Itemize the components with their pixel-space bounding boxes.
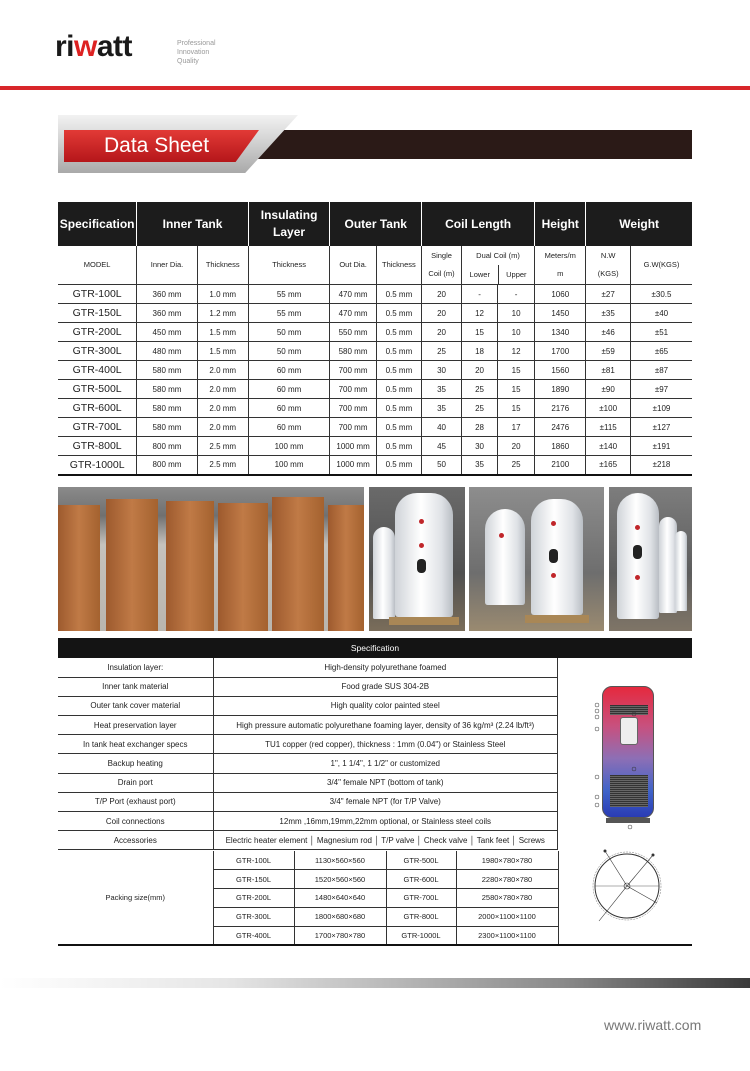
- cell-single: 45: [422, 437, 462, 456]
- cell-height: 1560: [535, 361, 586, 380]
- cell-inner-thk: 2.5 mm: [197, 456, 248, 475]
- spec-row: [58, 773, 558, 792]
- spec-row: [58, 677, 558, 696]
- spec-label: T/P Port (exhaust port): [58, 792, 213, 811]
- cell-inner-thk: 1.0 mm: [197, 285, 248, 304]
- packing-model: GTR-700L: [386, 889, 456, 908]
- cell-inner-thk: 2.0 mm: [197, 380, 248, 399]
- cell-out-dia: 470 mm: [330, 285, 376, 304]
- table-row: [58, 323, 692, 342]
- cell-gw: ±30.5: [630, 285, 692, 304]
- cell-lower: 15: [461, 323, 497, 342]
- cell-height: 1700: [535, 342, 586, 361]
- spec-label: Outer tank cover material: [58, 696, 213, 715]
- cell-upper: 10: [498, 304, 535, 323]
- spec-row: [58, 812, 558, 831]
- cell-gw: ±191: [630, 437, 692, 456]
- cell-nw: ±100: [586, 399, 631, 418]
- cell-outer-thk: 0.5 mm: [376, 399, 421, 418]
- spec-value: 3/4" female NPT (for T/P Valve): [213, 792, 558, 811]
- cell-insul-thk: 100 mm: [248, 456, 330, 475]
- spec-value: TU1 copper (red copper), thickness : 1mm (0.04") or Stainless Steel: [213, 735, 558, 754]
- cell-insul-thk: 50 mm: [248, 323, 330, 342]
- cell-gw: ±127: [630, 418, 692, 437]
- spec-value: 1", 1 1/4", 1 1/2" or customized: [213, 754, 558, 773]
- spec-row: [58, 735, 558, 754]
- cell-out-dia: 700 mm: [330, 361, 376, 380]
- cell-inner-dia: 360 mm: [137, 285, 197, 304]
- table-row: [58, 304, 692, 323]
- cell-nw: ±46: [586, 323, 631, 342]
- cell-upper: 20: [498, 437, 535, 456]
- spec-row: [58, 658, 558, 677]
- tank-top-view-diagram: [577, 843, 681, 939]
- cell-insul-thk: 60 mm: [248, 399, 330, 418]
- cell-model: GTR-100L: [58, 285, 137, 304]
- cell-single: 20: [422, 285, 462, 304]
- cell-outer-thk: 0.5 mm: [376, 456, 421, 475]
- cell-gw: ±65: [630, 342, 692, 361]
- packing-label: Packing size(mm): [58, 851, 213, 945]
- cell-nw: ±27: [586, 285, 631, 304]
- table-row: [58, 342, 692, 361]
- tagline-line: Quality: [177, 58, 199, 65]
- cell-single: 25: [422, 342, 462, 361]
- header-specification: Specification: [58, 202, 137, 246]
- table-row: [58, 380, 692, 399]
- subheader-insulating-thickness: Thickness: [248, 246, 330, 285]
- spec-label: Heat preservation layer: [58, 716, 213, 735]
- subheader-inner-thickness: Thickness: [197, 246, 248, 285]
- packing-size: 1130×560×560: [294, 851, 386, 870]
- packing-size: 1700×780×780: [294, 926, 386, 945]
- cell-single: 40: [422, 418, 462, 437]
- cell-inner-thk: 2.0 mm: [197, 399, 248, 418]
- subheader-gw: G.W(KGS): [630, 246, 692, 285]
- tagline-line: Innovation: [177, 49, 210, 56]
- cell-inner-dia: 800 mm: [137, 456, 197, 475]
- spec-label: Accessories: [58, 831, 213, 850]
- packing-size: 2580×780×780: [456, 889, 558, 908]
- cell-upper: 17: [498, 418, 535, 437]
- cell-upper: 15: [498, 380, 535, 399]
- tank-photo-3: [609, 487, 692, 631]
- spec-value: Food grade SUS 304-2B: [213, 677, 558, 696]
- cell-model: GTR-700L: [58, 418, 137, 437]
- cell-height: 1860: [535, 437, 586, 456]
- cell-gw: ±109: [630, 399, 692, 418]
- cell-height: 1060: [535, 285, 586, 304]
- spec-label: Insulation layer:: [58, 658, 213, 677]
- cell-inner-dia: 580 mm: [137, 380, 197, 399]
- spec-label: In tank heat exchanger specs: [58, 735, 213, 754]
- subheader-upper: Upper: [498, 265, 535, 284]
- cell-insul-thk: 60 mm: [248, 418, 330, 437]
- cell-gw: ±218: [630, 456, 692, 475]
- packing-size: 2000×1100×1100: [456, 907, 558, 926]
- website-link[interactable]: www.riwatt.com: [604, 1017, 702, 1033]
- packing-model: GTR-100L: [213, 851, 294, 870]
- cell-lower: 20: [461, 361, 497, 380]
- cell-height: 1450: [535, 304, 586, 323]
- brand-tagline: [177, 39, 216, 66]
- spec-row: [58, 716, 558, 735]
- table-row: [58, 285, 692, 304]
- subheader-nw: N.W (KGS): [586, 246, 631, 285]
- cell-single: 35: [422, 399, 462, 418]
- cell-nw: ±115: [586, 418, 631, 437]
- cell-inner-dia: 450 mm: [137, 323, 197, 342]
- cell-lower: -: [461, 285, 497, 304]
- cell-model: GTR-200L: [58, 323, 137, 342]
- header-coil-length: Coil Length: [422, 202, 535, 246]
- cell-nw: ±140: [586, 437, 631, 456]
- specification-title: Specification: [58, 638, 692, 658]
- cell-inner-thk: 1.5 mm: [197, 323, 248, 342]
- cell-inner-thk: 2.5 mm: [197, 437, 248, 456]
- cell-insul-thk: 50 mm: [248, 342, 330, 361]
- packing-model: GTR-1000L: [386, 926, 456, 945]
- cell-nw: ±35: [586, 304, 631, 323]
- cell-model: GTR-800L: [58, 437, 137, 456]
- cell-model: GTR-150L: [58, 304, 137, 323]
- cell-gw: ±40: [630, 304, 692, 323]
- spec-row: [58, 792, 558, 811]
- cell-lower: 25: [461, 380, 497, 399]
- cell-insul-thk: 60 mm: [248, 380, 330, 399]
- packing-size: 1480×640×640: [294, 889, 386, 908]
- packing-size: 2280×780×780: [456, 870, 558, 889]
- cell-out-dia: 550 mm: [330, 323, 376, 342]
- cell-lower: 25: [461, 399, 497, 418]
- cell-outer-thk: 0.5 mm: [376, 361, 421, 380]
- cell-insul-thk: 100 mm: [248, 437, 330, 456]
- cell-out-dia: 700 mm: [330, 380, 376, 399]
- cell-nw: ±165: [586, 456, 631, 475]
- spec-value: 12mm ,16mm,19mm,22mm optional, or Stainless steel coils: [213, 812, 558, 831]
- cell-lower: 18: [461, 342, 497, 361]
- cell-outer-thk: 0.5 mm: [376, 437, 421, 456]
- cell-inner-thk: 1.2 mm: [197, 304, 248, 323]
- cell-upper: 15: [498, 399, 535, 418]
- cell-out-dia: 470 mm: [330, 304, 376, 323]
- spec-label: Drain port: [58, 773, 213, 792]
- cell-inner-dia: 360 mm: [137, 304, 197, 323]
- tank-photo-1: [369, 487, 465, 631]
- cell-outer-thk: 0.5 mm: [376, 323, 421, 342]
- cell-model: GTR-600L: [58, 399, 137, 418]
- spec-row: [58, 831, 558, 850]
- cell-height: 1340: [535, 323, 586, 342]
- packing-size: 1520×560×560: [294, 870, 386, 889]
- cell-insul-thk: 60 mm: [248, 361, 330, 380]
- cell-inner-dia: 580 mm: [137, 399, 197, 418]
- cell-outer-thk: 0.5 mm: [376, 342, 421, 361]
- subheader-meters: Meters/m m: [535, 246, 586, 285]
- packing-model: GTR-150L: [213, 870, 294, 889]
- header-outer-tank: Outer Tank: [330, 202, 422, 246]
- cell-inner-dia: 480 mm: [137, 342, 197, 361]
- packing-model: GTR-400L: [213, 926, 294, 945]
- cell-gw: ±51: [630, 323, 692, 342]
- cell-nw: ±90: [586, 380, 631, 399]
- packing-size: 1980×780×780: [456, 851, 558, 870]
- spec-value: Electric heater element │ Magnesium rod │ T/P valve │ Check valve │ Tank feet │ Screws: [213, 831, 558, 850]
- tagline-line: Professional: [177, 40, 216, 47]
- cell-single: 30: [422, 361, 462, 380]
- cell-upper: 25: [498, 456, 535, 475]
- spec-value: 3/4" female NPT (bottom of tank): [213, 773, 558, 792]
- packing-model: GTR-200L: [213, 889, 294, 908]
- cell-out-dia: 700 mm: [330, 399, 376, 418]
- cell-upper: 10: [498, 323, 535, 342]
- page-title: Data Sheet: [104, 134, 210, 157]
- warehouse-boxes-photo: [58, 487, 364, 631]
- cell-upper: 12: [498, 342, 535, 361]
- packing-size: 1800×680×680: [294, 907, 386, 926]
- brand-logo: riwatt: [55, 30, 133, 63]
- cell-inner-dia: 580 mm: [137, 418, 197, 437]
- cell-height: 1890: [535, 380, 586, 399]
- tank-photo-2: [469, 487, 604, 631]
- cell-out-dia: 1000 mm: [330, 456, 376, 475]
- cell-gw: ±97: [630, 380, 692, 399]
- spec-table: [58, 202, 692, 476]
- cell-out-dia: 580 mm: [330, 342, 376, 361]
- cell-outer-thk: 0.5 mm: [376, 304, 421, 323]
- subheader-dual-coil: Dual Coil (m) Lower Upper: [461, 246, 534, 285]
- cell-lower: 30: [461, 437, 497, 456]
- cell-model: GTR-400L: [58, 361, 137, 380]
- spec-value: High quality color painted steel: [213, 696, 558, 715]
- cell-inner-dia: 580 mm: [137, 361, 197, 380]
- cell-gw: ±87: [630, 361, 692, 380]
- packing-model: GTR-800L: [386, 907, 456, 926]
- tank-cutaway-diagram: [594, 681, 662, 831]
- cell-model: GTR-1000L: [58, 456, 137, 475]
- header-insulating-layer: Insulating Layer: [248, 202, 330, 246]
- cell-insul-thk: 55 mm: [248, 285, 330, 304]
- cell-outer-thk: 0.5 mm: [376, 285, 421, 304]
- packing-model: GTR-600L: [386, 870, 456, 889]
- cell-height: 2100: [535, 456, 586, 475]
- spec-value: High pressure automatic polyurethane foaming layer, density of 36 kg/m³ (2.24 lb/ft³): [213, 716, 558, 735]
- packing-size: 2300×1100×1100: [456, 926, 558, 945]
- spec-label: Backup heating: [58, 754, 213, 773]
- subheader-model: MODEL: [58, 246, 137, 285]
- cell-nw: ±81: [586, 361, 631, 380]
- cell-single: 20: [422, 304, 462, 323]
- spec-label: Coil connections: [58, 812, 213, 831]
- cell-lower: 12: [461, 304, 497, 323]
- cell-upper: 15: [498, 361, 535, 380]
- cell-inner-thk: 2.0 mm: [197, 361, 248, 380]
- cell-insul-thk: 55 mm: [248, 304, 330, 323]
- subheader-outer-thickness: Thickness: [376, 246, 421, 285]
- table-row: [58, 456, 692, 475]
- cell-single: 50: [422, 456, 462, 475]
- cell-outer-thk: 0.5 mm: [376, 380, 421, 399]
- callout-markers: [594, 681, 662, 831]
- spec-row: [58, 696, 558, 715]
- cell-out-dia: 1000 mm: [330, 437, 376, 456]
- packing-model: GTR-300L: [213, 907, 294, 926]
- footer-gradient-bar: [0, 978, 750, 988]
- specification-table: [58, 658, 558, 850]
- cell-height: 2176: [535, 399, 586, 418]
- cell-nw: ±59: [586, 342, 631, 361]
- spec-value: High-density polyurethane foamed: [213, 658, 558, 677]
- table-row: [58, 437, 692, 456]
- subheader-out-dia: Out Dia.: [330, 246, 376, 285]
- cell-out-dia: 700 mm: [330, 418, 376, 437]
- header-inner-tank: Inner Tank: [137, 202, 248, 246]
- cell-inner-thk: 2.0 mm: [197, 418, 248, 437]
- cell-inner-dia: 800 mm: [137, 437, 197, 456]
- cell-lower: 35: [461, 456, 497, 475]
- cell-model: GTR-300L: [58, 342, 137, 361]
- cell-height: 2476: [535, 418, 586, 437]
- subheader-lower: Lower: [469, 270, 490, 279]
- header-height: Height: [535, 202, 586, 246]
- header-accent-bar: [0, 86, 750, 90]
- table-row: [58, 361, 692, 380]
- spec-row: [58, 754, 558, 773]
- header-weight: Weight: [586, 202, 692, 246]
- spec-label: Inner tank material: [58, 677, 213, 696]
- cell-single: 35: [422, 380, 462, 399]
- cell-inner-thk: 1.5 mm: [197, 342, 248, 361]
- table-row: [58, 399, 692, 418]
- cell-outer-thk: 0.5 mm: [376, 418, 421, 437]
- packing-model: GTR-500L: [386, 851, 456, 870]
- subheader-inner-dia: Inner Dia.: [137, 246, 197, 285]
- cell-lower: 28: [461, 418, 497, 437]
- cell-single: 20: [422, 323, 462, 342]
- table-row: [58, 418, 692, 437]
- cell-model: GTR-500L: [58, 380, 137, 399]
- subheader-single-coil: Single Coil (m): [422, 246, 462, 285]
- cell-upper: -: [498, 285, 535, 304]
